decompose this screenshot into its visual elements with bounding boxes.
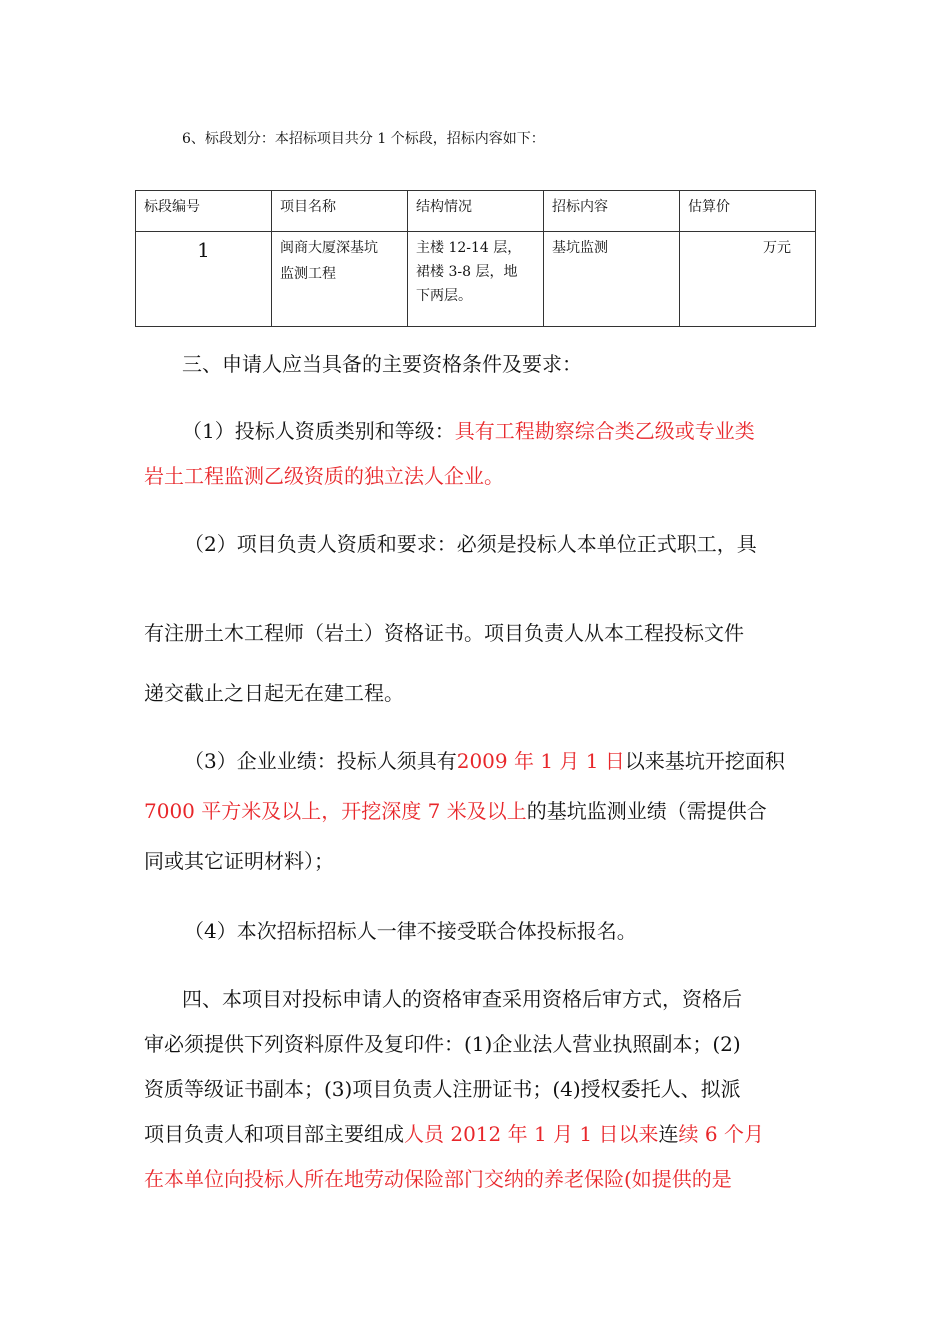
- section-4-line-4-prefix: 项目负责人和项目部主要组成: [144, 1122, 404, 1146]
- table-row: [136, 232, 816, 327]
- requirement-3-mid: 以来基坑开挖面积: [624, 749, 785, 773]
- cell-lot-number: 1: [136, 232, 272, 327]
- requirement-1-prefix: （1）投标人资质类别和等级：: [182, 419, 455, 443]
- requirement-1-line-1: [182, 415, 755, 444]
- section-4-line-4-highlight: 人员 2012 年 1 月 1 日以来: [404, 1122, 659, 1146]
- header-structure: 结构情况: [408, 191, 544, 232]
- section-4-line-5: 在本单位向投标人所在地劳动保险部门交纳的养老保险(如提供的是: [144, 1167, 732, 1191]
- lot-table-header-row: [136, 191, 816, 232]
- requirement-4: （4）本次招标招标人一律不接受联合体投标报名。: [184, 919, 637, 943]
- structure-line: 裙楼 3-8 层，地: [416, 264, 518, 280]
- requirement-2-line-2: 有注册土木工程师（岩土）资格证书。项目负责人从本工程投标文件: [144, 621, 744, 645]
- requirement-1-line-2: 岩土工程监测乙级资质的独立法人企业。: [144, 464, 504, 488]
- lot-division-intro: 6、标段划分：本招标项目共分 1 个标段，招标内容如下：: [182, 131, 545, 147]
- header-estimated-price: 估算价: [680, 191, 816, 232]
- structure-line: 下两层。: [416, 288, 472, 304]
- section-4-line-4-highlight-2: 续 6 个月: [678, 1122, 764, 1146]
- project-name-line: 闽商大厦深基坑: [280, 240, 378, 256]
- cell-content: 基坑监测: [544, 232, 680, 327]
- requirement-2-line-3: 递交截止之日起无在建工程。: [144, 681, 404, 705]
- section-4-line-4-mid: 连: [658, 1122, 679, 1146]
- header-content: 招标内容: [544, 191, 680, 232]
- lot-table: [135, 190, 816, 327]
- cell-project-name: [272, 232, 408, 327]
- section-4-line-1: 四、本项目对投标申请人的资格审查采用资格后审方式，资格后: [182, 987, 742, 1011]
- cell-structure: [408, 232, 544, 327]
- section-4-line-3: 资质等级证书副本；(3)项目负责人注册证书；(4)授权委托人、拟派: [144, 1077, 741, 1101]
- project-name-line: 监测工程: [280, 266, 336, 282]
- structure-line: 主楼 12-14 层，: [416, 240, 522, 256]
- section-4-line-4: [144, 1118, 764, 1147]
- requirement-1-highlight: 具有工程勘察综合类乙级或专业类: [454, 419, 755, 443]
- requirement-3-prefix: （3）企业业绩：投标人须具有: [184, 749, 457, 773]
- header-lot-number: 标段编号: [136, 191, 272, 232]
- section-4-line-2: 审必须提供下列资料原件及复印件：(1)企业法人营业执照副本；(2): [144, 1032, 741, 1056]
- requirement-2-line-1: （2）项目负责人资质和要求：必须是投标人本单位正式职工，具: [184, 532, 757, 556]
- requirement-3-area: 7000 平方米及以上，开挖深度 7 米及以上: [144, 799, 527, 823]
- section-3-title: 三、申请人应当具备的主要资格条件及要求：: [182, 352, 582, 376]
- requirement-3-line-1: [184, 745, 785, 774]
- cell-estimated-price: 万元: [680, 232, 816, 327]
- requirement-3-line-3: 同或其它证明材料）；: [144, 849, 334, 873]
- requirement-3-line-2: [144, 795, 767, 824]
- requirement-3-tail: 的基坑监测业绩（需提供合: [526, 799, 767, 823]
- requirement-3-date: 2009 年 1 月 1 日: [456, 749, 625, 773]
- header-project-name: 项目名称: [272, 191, 408, 232]
